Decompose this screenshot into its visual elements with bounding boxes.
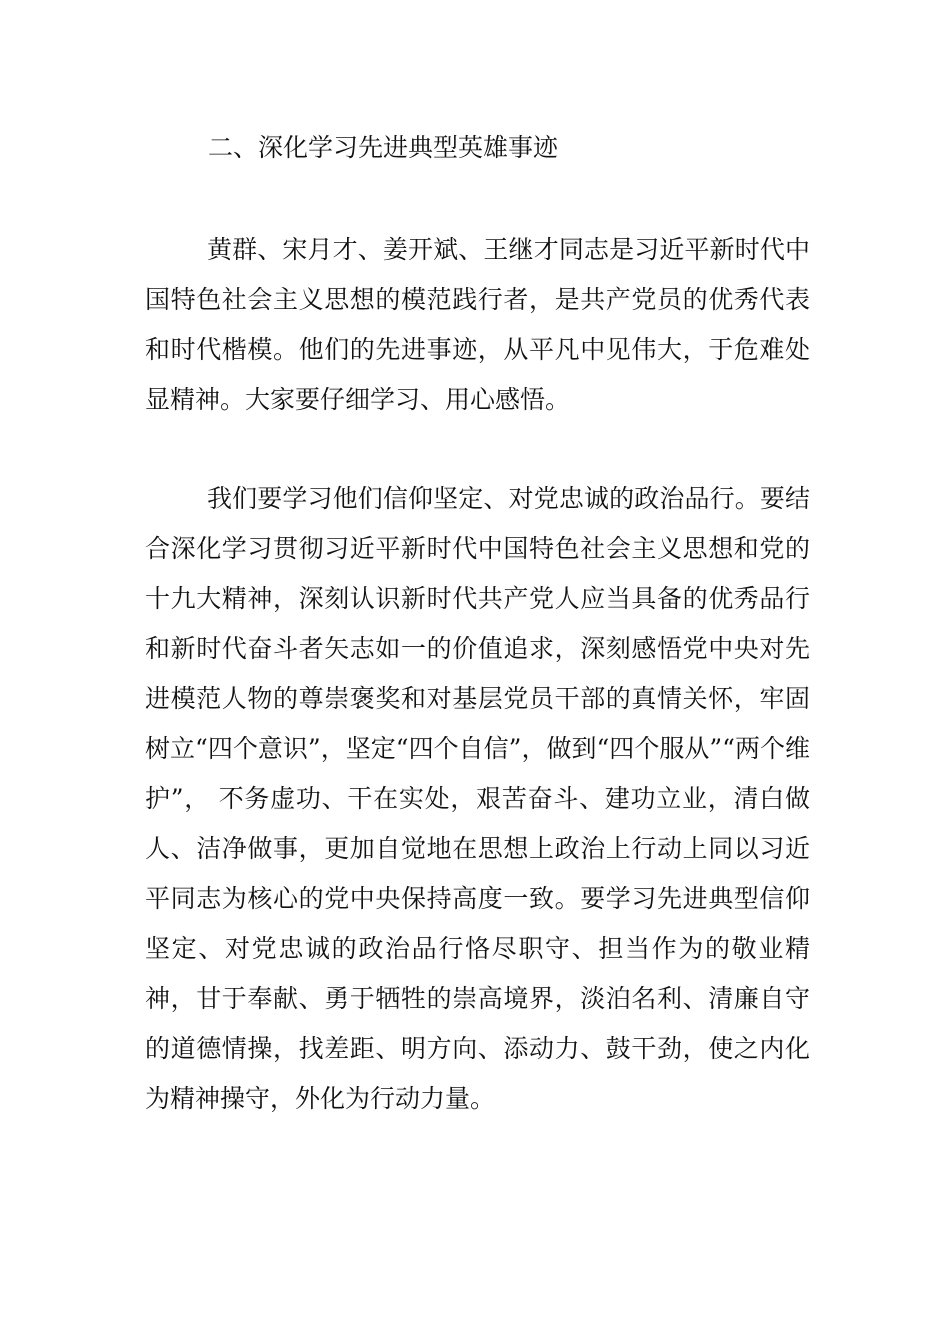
section-heading: 二、深化学习先进典型英雄事迹 bbox=[208, 133, 559, 162]
paragraph-1: 黄群、宋月才、姜开斌、王继才同志是习近平新时代中国特色社会主义思想的模范践行者，是共产党员的优秀代表和时代楷模。他们的先进事迹，从平凡中见伟大，于危难处显精神。大家要仔细学习、用心感悟。 bbox=[145, 235, 810, 414]
paragraph-2: 我们要学习他们信仰坚定、对党忠诚的政治品行。要结合深化学习贯彻习近平新时代中国特色社会主义思想和党的十九大精神，深刻认识新时代共产党人应当具备的优秀品行和新时代奋斗者矢志如一的价值追求，深刻感悟党中央对先进模范人物的尊崇褒奖和对基层党员干部的真情关怀，牢固树立“四个意识”，坚定“四个自信”，做到“四个服从”“两个维护”， 不务虚功、干在实处，艰苦奋斗、建功立业，清白做人、洁净做事，更加自觉地在思想上政治上行动上同以习近平同志为核心的党中央保持高度一致。要学习先进典型信仰坚定、对党忠诚的政治品行恪尽职守、担当作为的敬业精神，甘于奉献、勇于牺牲的崇高境界，淡泊名利、清廉自守的道德情操，找差距、明方向、添动力、鼓干劲，使之内化为精神操守，外化为行动力量。 bbox=[145, 484, 810, 1113]
